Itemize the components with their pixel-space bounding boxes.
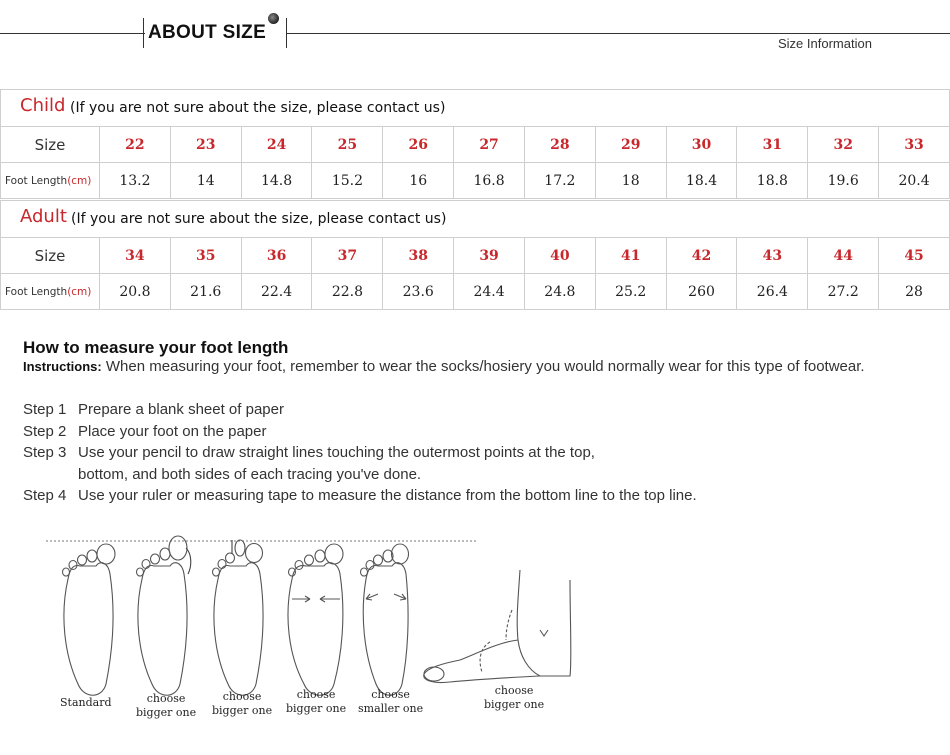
child-length-cell: 16.8 bbox=[454, 163, 525, 199]
step-number: Step 3 bbox=[23, 444, 67, 461]
foot-caption bbox=[136, 692, 196, 720]
foot-caption-line2: bigger one bbox=[136, 706, 197, 719]
child-size-cell: 27 bbox=[454, 127, 525, 163]
foot-caption-line1: Standard bbox=[60, 696, 112, 709]
adult-size-cell: 40 bbox=[524, 238, 595, 274]
pin-icon bbox=[268, 13, 279, 24]
adult-size-cell: 37 bbox=[312, 238, 383, 274]
child-size-cell: 30 bbox=[666, 127, 737, 163]
step-number: Step 1 bbox=[23, 401, 67, 418]
adult-length-cell: 23.6 bbox=[383, 274, 454, 310]
adult-size-cell: 35 bbox=[170, 238, 241, 274]
child-size-cell: 29 bbox=[595, 127, 666, 163]
adult-size-row bbox=[1, 238, 950, 274]
header-rule-right bbox=[287, 33, 950, 34]
child-length-label bbox=[1, 163, 100, 199]
adult-length-cell: 22.8 bbox=[312, 274, 383, 310]
adult-group-header bbox=[0, 200, 950, 237]
child-length-row bbox=[1, 163, 950, 199]
adult-length-unit: (cm) bbox=[67, 285, 92, 298]
step-text: Use your pencil to draw straight lines touching the outermost points at the top, bbox=[78, 444, 595, 461]
step-item-continued bbox=[23, 466, 697, 488]
adult-length-cell: 260 bbox=[666, 274, 737, 310]
adult-size-cell: 43 bbox=[737, 238, 808, 274]
adult-length-label bbox=[1, 274, 100, 310]
child-length-cell: 19.6 bbox=[808, 163, 879, 199]
foot-caption bbox=[286, 688, 346, 716]
foot-standard-icon bbox=[63, 544, 116, 695]
adult-size-cell: 36 bbox=[241, 238, 312, 274]
adult-size-cell: 39 bbox=[454, 238, 525, 274]
adult-length-cell: 22.4 bbox=[241, 274, 312, 310]
page-title: ABOUT SIZE bbox=[148, 22, 267, 43]
adult-size-label: Size bbox=[1, 238, 100, 274]
feet-illustration bbox=[40, 530, 600, 730]
adult-length-cell: 24.8 bbox=[524, 274, 595, 310]
adult-size-cell: 42 bbox=[666, 238, 737, 274]
adult-size-cell: 45 bbox=[879, 238, 950, 274]
adult-size-table bbox=[0, 237, 950, 310]
foot-caption-line1: choose bbox=[296, 688, 336, 701]
child-length-cell: 18 bbox=[595, 163, 666, 199]
foot-caption bbox=[60, 696, 112, 710]
child-size-cell: 31 bbox=[737, 127, 808, 163]
adult-size-cell: 38 bbox=[383, 238, 454, 274]
foot-caption-line2: smaller one bbox=[358, 702, 424, 715]
foot-wide-icon bbox=[288, 544, 343, 695]
child-size-row bbox=[1, 127, 950, 163]
adult-group-name: Adult bbox=[20, 206, 67, 227]
child-length-cell: 20.4 bbox=[879, 163, 950, 199]
child-length-cell: 13.2 bbox=[100, 163, 171, 199]
foot-caption-line1: choose bbox=[371, 688, 410, 701]
foot-caption bbox=[484, 684, 544, 712]
child-length-cell: 17.2 bbox=[524, 163, 595, 199]
step-item bbox=[23, 487, 697, 509]
instructions bbox=[23, 358, 865, 375]
adult-size-cell: 34 bbox=[100, 238, 171, 274]
step-text: Place your foot on the paper bbox=[78, 422, 267, 440]
foot-caption-line1: choose bbox=[146, 692, 186, 705]
adult-length-cell: 24.4 bbox=[454, 274, 525, 310]
measure-title: How to measure your foot length bbox=[23, 338, 289, 357]
foot-caption-line2: bigger one bbox=[484, 698, 545, 711]
child-size-cell: 22 bbox=[100, 127, 171, 163]
step-number: Step 4 bbox=[23, 487, 67, 504]
child-group-header bbox=[0, 89, 950, 126]
adult-length-row bbox=[1, 274, 950, 310]
adult-length-cell: 28 bbox=[879, 274, 950, 310]
foot-caption-line2: bigger one bbox=[286, 702, 347, 715]
child-length-cell: 18.8 bbox=[737, 163, 808, 199]
adult-group-note: (If you are not sure about the size, please contact us) bbox=[71, 211, 447, 227]
step-text: Use your ruler or measuring tape to measure the distance from the bottom line to the top line. bbox=[78, 487, 697, 504]
steps-list bbox=[23, 401, 697, 509]
child-length-cell: 18.4 bbox=[666, 163, 737, 199]
foot-long-toe-icon bbox=[137, 536, 191, 695]
page-subtitle: Size Information bbox=[778, 36, 872, 51]
child-size-cell: 24 bbox=[241, 127, 312, 163]
foot-caption bbox=[212, 690, 272, 718]
foot-high-instep-icon bbox=[424, 570, 571, 683]
foot-caption-line1: choose bbox=[494, 684, 534, 697]
child-length-cell: 15.2 bbox=[312, 163, 383, 199]
step-item bbox=[23, 444, 697, 466]
step-item bbox=[23, 401, 697, 423]
adult-length-cell: 27.2 bbox=[808, 274, 879, 310]
child-size-label: Size bbox=[1, 127, 100, 163]
child-size-cell: 28 bbox=[524, 127, 595, 163]
step-item bbox=[23, 423, 697, 445]
step-text: Prepare a blank sheet of paper bbox=[78, 401, 284, 418]
adult-length-label-text: Foot Length bbox=[5, 285, 68, 298]
header-rule-left bbox=[0, 33, 145, 34]
child-length-cell: 14.8 bbox=[241, 163, 312, 199]
adult-length-cell: 20.8 bbox=[100, 274, 171, 310]
adult-size-cell: 41 bbox=[595, 238, 666, 274]
child-size-cell: 26 bbox=[383, 127, 454, 163]
child-size-cell: 25 bbox=[312, 127, 383, 163]
instructions-text: When measuring your foot, remember to wear the socks/hosiery you would normally wear for this type of footwear. bbox=[101, 358, 865, 375]
child-group-note: (If you are not sure about the size, please contact us) bbox=[70, 100, 446, 116]
foot-caption-line2: bigger one bbox=[212, 704, 273, 717]
child-length-unit: (cm) bbox=[67, 174, 92, 187]
foot-caption-line1: choose bbox=[222, 690, 262, 703]
child-size-cell: 33 bbox=[879, 127, 950, 163]
step-number: Step 2 bbox=[23, 422, 67, 440]
child-length-cell: 14 bbox=[170, 163, 241, 199]
child-group-name: Child bbox=[20, 95, 66, 116]
foot-narrow-icon bbox=[361, 544, 409, 695]
child-size-cell: 23 bbox=[170, 127, 241, 163]
child-length-label-text: Foot Length bbox=[5, 174, 68, 187]
child-size-table bbox=[0, 126, 950, 199]
adult-length-cell: 21.6 bbox=[170, 274, 241, 310]
child-length-cell: 16 bbox=[383, 163, 454, 199]
foot-caption bbox=[358, 688, 423, 716]
instructions-label: Instructions: bbox=[23, 359, 102, 374]
adult-length-cell: 25.2 bbox=[595, 274, 666, 310]
adult-length-cell: 26.4 bbox=[737, 274, 808, 310]
foot-second-toe-icon bbox=[213, 540, 263, 695]
step-text: bottom, and both sides of each tracing you've done. bbox=[78, 465, 422, 483]
adult-size-cell: 44 bbox=[808, 238, 879, 274]
child-size-cell: 32 bbox=[808, 127, 879, 163]
